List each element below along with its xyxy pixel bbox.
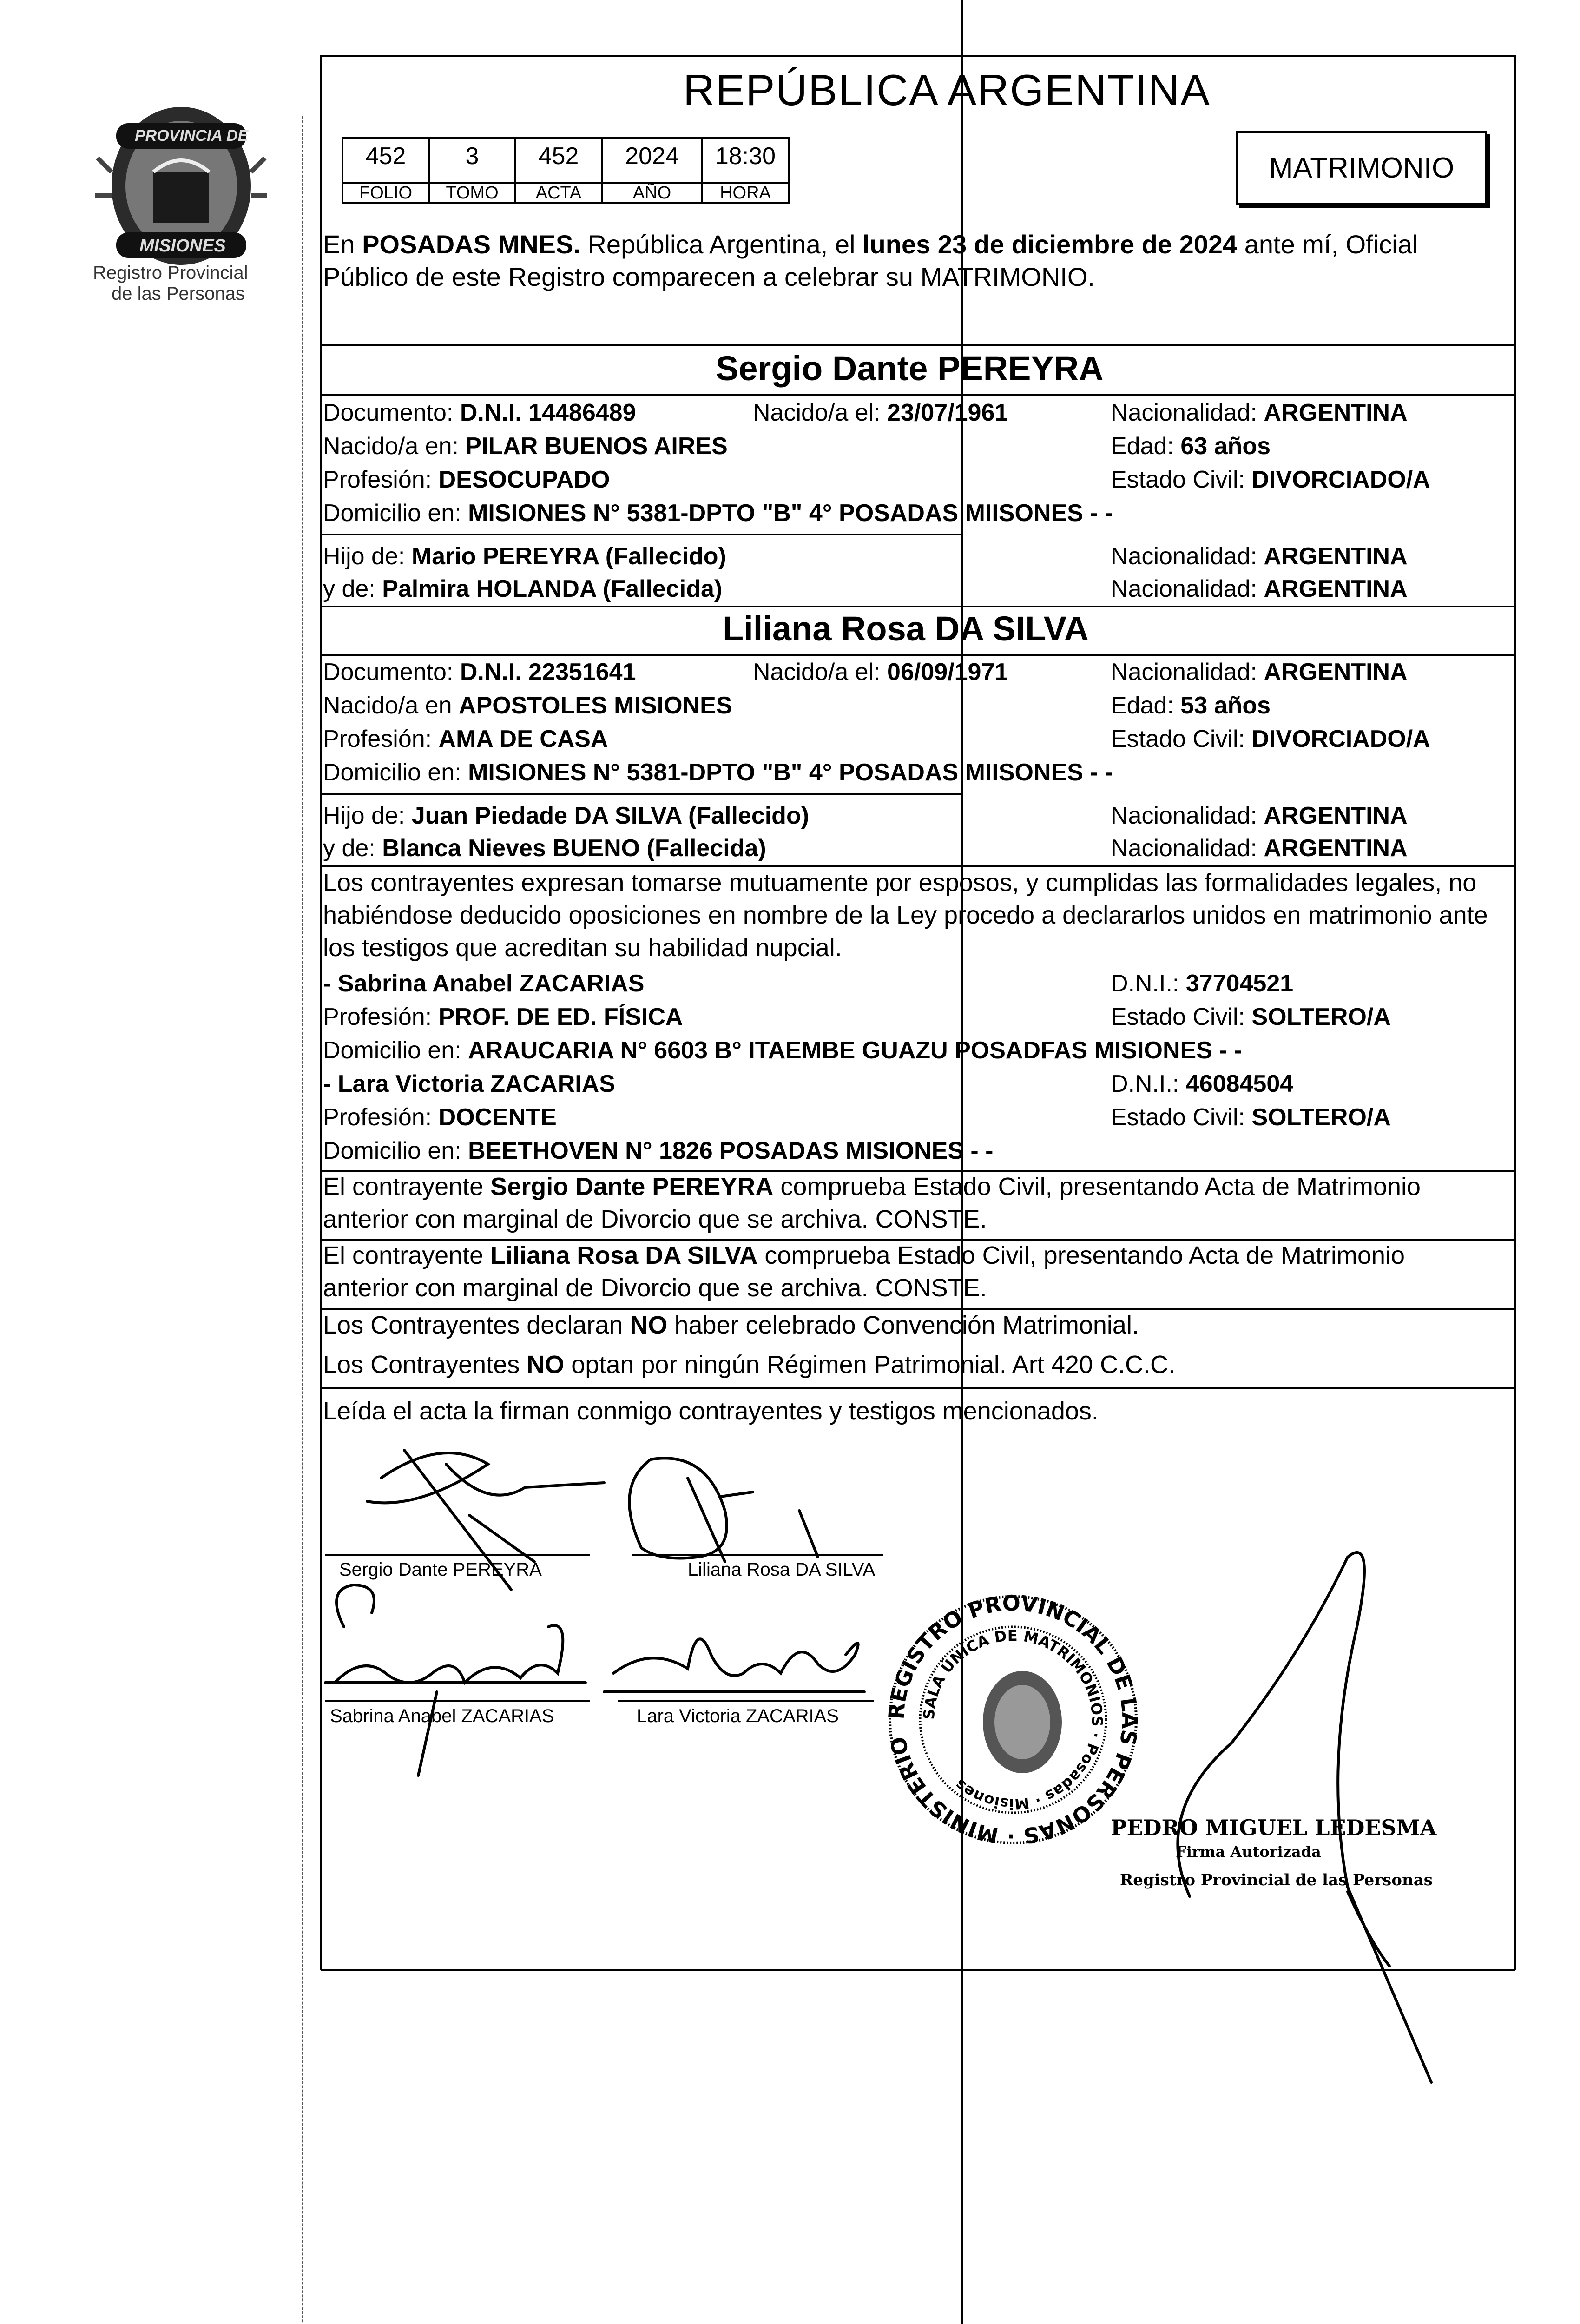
record-type: MATRIMONIO — [1269, 152, 1455, 184]
bride-mother: y de: Blanca Nieves BUENO (Fallecida) — [323, 835, 766, 862]
groom-father-nationality: Nacionalidad: ARGENTINA — [1111, 543, 1408, 570]
seal-stamp-icon — [883, 1590, 1143, 1850]
groom-mother-nationality: Nacionalidad: ARGENTINA — [1111, 575, 1408, 602]
note-bride-line-1: El contrayente Liliana Rosa DA SILVA comprueba Estado Civil, presentando Acta de Matrimonio — [323, 1241, 1405, 1269]
bride-name: Liliana Rosa DA SILVA — [723, 609, 1089, 648]
intro-text-a: En — [323, 230, 362, 259]
page-title: REPÚBLICA ARGENTINA — [683, 66, 1211, 114]
intro-date: lunes 23 de diciembre de 2024 — [862, 230, 1238, 259]
bride-signature-label: Liliana Rosa DA SILVA — [688, 1559, 876, 1580]
logo-caption-2: de las Personas — [112, 284, 245, 304]
logo-caption-1: Registro Provincial — [93, 263, 248, 283]
groom-nationality: Nacionalidad: ARGENTINA — [1111, 399, 1408, 426]
acta-value: 452 — [514, 137, 603, 184]
convention-line-1: Los Contrayentes declaran NO haber celebrado Convención Matrimonial. — [323, 1311, 1139, 1339]
bride-born: Nacido/a el: 06/09/1971 — [753, 659, 1008, 686]
hora-value: 18:30 — [701, 137, 790, 184]
logo-text: MISIONES — [139, 236, 226, 256]
logo-top-text: PROVINCIA DE — [135, 127, 249, 145]
bride-nationality: Nacionalidad: ARGENTINA — [1111, 659, 1408, 686]
groom-age: Edad: 63 años — [1111, 433, 1271, 460]
declaration-line-3: los testigos que acreditan su habilidad nupcial. — [323, 934, 842, 962]
bride-born-in: Nacido/a en APOSTOLES MISIONES — [323, 692, 732, 719]
groom-name: Sergio Dante PEREYRA — [716, 349, 1104, 388]
groom-born: Nacido/a el: 23/07/1961 — [753, 399, 1008, 426]
groom-born-in: Nacido/a en: PILAR BUENOS AIRES — [323, 433, 728, 460]
declaration-line-2: habiéndose deducido oposiciones en nombre de la Ley procedo a declararlos unidos en matrimonio ante — [323, 901, 1488, 929]
witness-1-signature-label: Sabrina Anabel ZACARIAS — [330, 1706, 554, 1726]
witness-2-address: Domicilio en: BEETHOVEN N° 1826 POSADAS MISIONES - - — [323, 1137, 994, 1164]
tomo-label: TOMO — [428, 182, 516, 204]
svg-text:SALA ÚNICA DE MATRIMONIOS · Po: SALA ÚNICA DE MATRIMONIOS · Posadas · Misiones — [920, 1626, 1106, 1813]
groom-doc: Documento: D.N.I. 14486489 — [323, 399, 636, 426]
intro-text-b: República Argentina, el — [580, 230, 862, 259]
tomo-value: 3 — [428, 137, 516, 184]
official-seal — [883, 1590, 1143, 1850]
witness-1-name: - Sabrina Anabel ZACARIAS — [323, 970, 645, 997]
witness-1-profession: Profesión: PROF. DE ED. FÍSICA — [323, 1004, 683, 1030]
official-name: PEDRO MIGUEL LEDESMA — [1111, 1815, 1437, 1840]
bride-address: Domicilio en: MISIONES N° 5381-DPTO "B" 4° POSADAS MIISONES - - — [323, 759, 1113, 786]
witness-2-name: - Lara Victoria ZACARIAS — [323, 1070, 615, 1097]
intro-line-2: Público de este Registro comparecen a celebrar su MATRIMONIO. — [323, 262, 1095, 291]
witness-1-civil-status: Estado Civil: SOLTERO/A — [1111, 1004, 1391, 1030]
groom-mother: y de: Palmira HOLANDA (Fallecida) — [323, 575, 723, 602]
bride-civil-status: Estado Civil: DIVORCIADO/A — [1111, 726, 1430, 753]
groom-signature-label: Sergio Dante PEREYRA — [339, 1559, 542, 1580]
witness-2-dni: D.N.I.: 46084504 — [1111, 1070, 1294, 1097]
note-groom-line-2: anterior con marginal de Divorcio que se archiva. CONSTE. — [323, 1205, 987, 1233]
witness-2-profession: Profesión: DOCENTE — [323, 1104, 557, 1131]
folio-label: FOLIO — [342, 182, 430, 204]
bride-profession: Profesión: AMA DE CASA — [323, 726, 608, 753]
official-office: Registro Provincial de las Personas — [1120, 1871, 1433, 1889]
bride-father-nationality: Nacionalidad: ARGENTINA — [1111, 802, 1408, 829]
svg-text:REGISTRO PROVINCIAL DE LAS PER: REGISTRO PROVINCIAL DE LAS PERSONAS · MINISTERIO — [883, 1590, 1143, 1849]
groom-father: Hijo de: Mario PEREYRA (Fallecido) — [323, 543, 726, 570]
witness-2-civil-status: Estado Civil: SOLTERO/A — [1111, 1104, 1391, 1131]
witness-1-dni: D.N.I.: 37704521 — [1111, 970, 1294, 997]
closing-text: Leída el acta la firman conmigo contrayentes y testigos mencionados. — [323, 1397, 1099, 1425]
folio-value: 452 — [342, 137, 430, 184]
bride-doc: Documento: D.N.I. 22351641 — [323, 659, 636, 686]
official-title: Firma Autorizada — [1176, 1843, 1321, 1861]
note-bride-line-2: anterior con marginal de Divorcio que se archiva. CONSTE. — [323, 1274, 987, 1302]
intro-text-c: ante mí, Oficial — [1237, 230, 1418, 259]
anio-value: 2024 — [601, 137, 703, 184]
acta-label: ACTA — [514, 182, 603, 204]
anio-label: AÑO — [601, 182, 703, 204]
hora-label: HORA — [701, 182, 790, 204]
bride-mother-nationality: Nacionalidad: ARGENTINA — [1111, 835, 1408, 862]
witness-1-address: Domicilio en: ARAUCARIA N° 6603 B° ITAEMBE GUAZU POSADFAS MISIONES - - — [323, 1037, 1242, 1064]
groom-civil-status: Estado Civil: DIVORCIADO/A — [1111, 466, 1430, 493]
witness-2-signature-label: Lara Victoria ZACARIAS — [637, 1706, 839, 1726]
bride-father: Hijo de: Juan Piedade DA SILVA (Fallecido) — [323, 802, 810, 829]
declaration-line-1: Los contrayentes expresan tomarse mutuamente por esposos, y cumplidas las formalidades legales, no — [323, 869, 1477, 897]
convention-line-2: Los Contrayentes NO optan por ningún Régimen Patrimonial. Art 420 C.C.C. — [323, 1351, 1175, 1379]
intro-place: POSADAS MNES. — [362, 230, 580, 259]
groom-address: Domicilio en: MISIONES N° 5381-DPTO "B" 4° POSADAS MIISONES - - — [323, 500, 1113, 527]
groom-profession: Profesión: DESOCUPADO — [323, 466, 610, 493]
note-groom-line-1: El contrayente Sergio Dante PEREYRA comprueba Estado Civil, presentando Acta de Matrimonio — [323, 1173, 1421, 1201]
bride-age: Edad: 53 años — [1111, 692, 1271, 719]
